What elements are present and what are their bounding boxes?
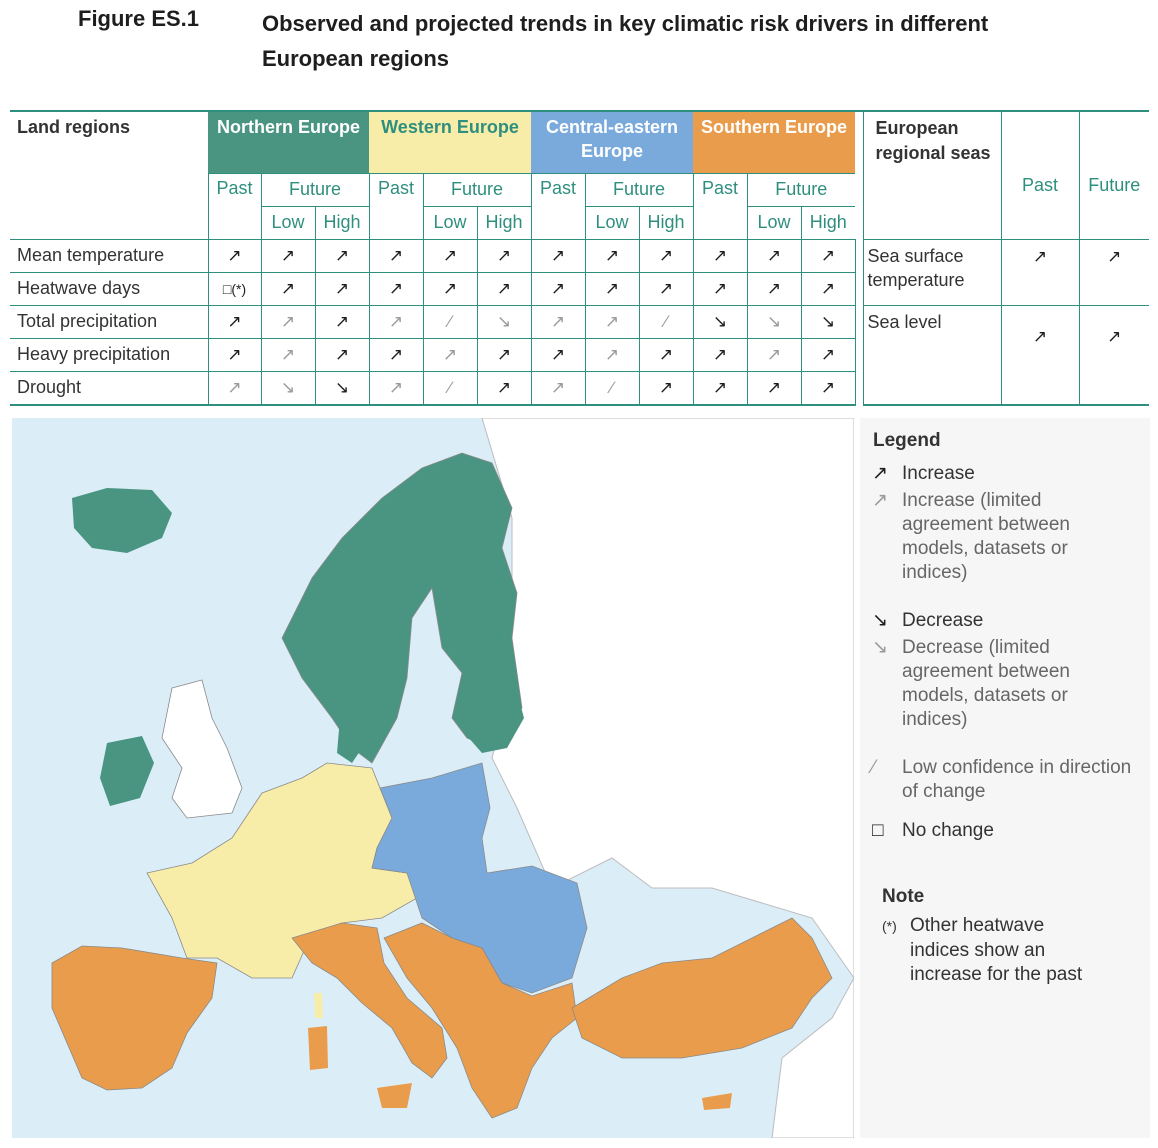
trend-arrow-icon: ↗ [604, 279, 620, 298]
trend-arrow-icon: ↘ [280, 378, 296, 397]
future-header: Future [585, 173, 693, 206]
past-header: Past [693, 173, 747, 239]
trend-arrow-icon: ↗ [388, 279, 404, 298]
trend-arrow-icon: ↗ [712, 345, 728, 364]
legend-item [872, 819, 1092, 843]
legend-text: No change [902, 820, 994, 841]
trend-arrow-icon: ↗ [550, 378, 566, 397]
trend-arrow-icon: ↗ [334, 279, 350, 298]
legend-symbol-icon: ⁄ [872, 757, 876, 778]
legend-panel [860, 418, 1150, 1138]
trend-arrow-icon: ↘ [496, 312, 512, 331]
risk-driver-label: Heavy precipitation [10, 338, 208, 371]
trend-arrow-icon: ↗ [280, 345, 296, 364]
region-northern-europe: Northern Europe [208, 111, 369, 173]
low-scenario-header: Low [261, 206, 315, 239]
legend-symbol-icon: ↘ [872, 610, 888, 631]
risk-driver-label: Drought [10, 371, 208, 405]
high-scenario-header: High [477, 206, 531, 239]
note-title: Note [882, 886, 925, 907]
legend-text: Increase [902, 463, 975, 484]
table-row [10, 305, 1149, 338]
trend-arrow-icon: ⁄ [664, 312, 668, 331]
trend-arrow-icon: ↘ [820, 312, 836, 331]
trend-arrow-icon: ↗ [658, 246, 674, 265]
past-header: Past [369, 173, 423, 239]
trend-arrow-icon: ↘ [766, 312, 782, 331]
trend-arrow-icon: □(*) [222, 281, 247, 297]
trend-arrow-icon: ↗ [496, 378, 512, 397]
figure-title: Observed and projected trends in key climatic risk drivers in different European regions [262, 11, 989, 71]
trend-arrow-icon: ↗ [766, 246, 782, 265]
high-scenario-header: High [315, 206, 369, 239]
low-scenario-header: Low [423, 206, 477, 239]
sea-driver-label: Sea surface temperature [863, 239, 1001, 305]
trend-arrow-icon: ↗ [766, 345, 782, 364]
sardinia [308, 1026, 328, 1070]
legend-item [872, 462, 1092, 486]
trend-arrow-icon: ↗ [227, 246, 242, 265]
risk-driver-label: Heatwave days [10, 272, 208, 305]
region-western-europe: Western Europe [369, 111, 531, 173]
trend-arrow-icon: ↗ [1107, 326, 1122, 346]
trend-arrow-icon: ↗ [388, 378, 404, 397]
trend-arrow-icon: ↗ [820, 279, 836, 298]
trend-arrow-icon: ↗ [550, 279, 566, 298]
legend-symbol-icon: ↘ [872, 637, 888, 658]
past-header: Past [208, 173, 261, 239]
trend-arrow-icon: ↗ [550, 312, 566, 331]
trend-arrow-icon: ↗ [1032, 246, 1048, 266]
trend-arrow-icon: ↗ [604, 312, 620, 331]
corsica [314, 993, 323, 1018]
trend-arrow-icon: ↘ [334, 378, 350, 397]
trend-arrow-icon: ↗ [766, 279, 782, 298]
trend-arrow-icon: ↗ [658, 279, 674, 298]
trend-arrow-icon: ↗ [1032, 326, 1048, 346]
trend-arrow-icon: ↗ [604, 246, 620, 265]
legend-item [872, 636, 1092, 732]
trend-arrow-icon: ↗ [442, 279, 458, 298]
europe-map [12, 418, 854, 1138]
seas-future-header: Future [1079, 111, 1149, 239]
trend-arrow-icon: ↗ [766, 378, 782, 397]
table-row [10, 239, 1149, 272]
trend-arrow-icon: ↗ [658, 345, 674, 364]
high-scenario-header: High [801, 206, 855, 239]
trend-arrow-icon: ↗ [388, 312, 404, 331]
future-header: Future [747, 173, 855, 206]
trend-arrow-icon: ↗ [442, 246, 458, 265]
trend-arrow-icon: ↗ [712, 246, 728, 265]
trend-arrow-icon: ↗ [820, 246, 836, 265]
trend-arrow-icon: ↗ [496, 246, 512, 265]
trend-arrow-icon: ↗ [496, 279, 512, 298]
legend-text: Decrease [902, 610, 984, 631]
trend-arrow-icon: ↗ [442, 345, 458, 364]
low-scenario-header: Low [585, 206, 639, 239]
trend-arrow-icon: ↗ [280, 312, 296, 331]
trend-arrow-icon: ↗ [712, 279, 728, 298]
trend-arrow-icon: ↗ [550, 345, 566, 364]
land-regions-header: Land regions [17, 117, 131, 137]
trend-arrow-icon: ↗ [227, 312, 242, 331]
region-southern-europe: Southern Europe [693, 111, 855, 173]
trend-arrow-icon: ⁄ [448, 312, 452, 331]
trends-table [10, 110, 1149, 406]
past-header: Past [531, 173, 585, 239]
legend-text: Increase (limited agreement between models, datasets or indices) [902, 490, 1070, 583]
legend-item [872, 489, 1092, 585]
trend-arrow-icon: ↗ [227, 378, 242, 397]
trend-arrow-icon: ↘ [712, 312, 728, 331]
legend-text: Decrease (limited agreement between models, datasets or indices) [902, 637, 1070, 730]
note-text: Other heatwave indices show an increase for the past [910, 915, 1083, 985]
trend-arrow-icon: ↗ [334, 345, 350, 364]
legend-item [872, 609, 1092, 633]
legend-symbol-icon: ↗ [872, 490, 888, 511]
trend-arrow-icon: ↗ [388, 345, 404, 364]
legend-text: Low confidence in direction of change [902, 757, 1132, 802]
legend-item [872, 756, 1132, 804]
legend-symbol-icon: □ [872, 820, 884, 841]
legend-title: Legend [873, 430, 941, 451]
trend-arrow-icon: ↗ [280, 246, 296, 265]
future-header: Future [423, 173, 531, 206]
note-symbol: (*) [882, 918, 897, 934]
region-central-eastern-europe: Central-eastern Europe [531, 111, 693, 173]
trend-arrow-icon: ↗ [820, 378, 836, 397]
sea-driver-label: Sea level [863, 305, 1001, 405]
trend-arrow-icon: ↗ [820, 345, 836, 364]
future-header: Future [261, 173, 369, 206]
trend-arrow-icon: ⁄ [448, 378, 452, 397]
trend-arrow-icon: ↗ [1107, 246, 1122, 266]
trend-arrow-icon: ↗ [388, 246, 404, 265]
trend-arrow-icon: ↗ [334, 246, 350, 265]
risk-driver-label: Mean temperature [10, 239, 208, 272]
trend-arrow-icon: ↗ [227, 345, 242, 364]
high-scenario-header: High [639, 206, 693, 239]
trend-arrow-icon: ↗ [280, 279, 296, 298]
trend-arrow-icon: ↗ [712, 378, 728, 397]
trend-arrow-icon: ↗ [550, 246, 566, 265]
trend-arrow-icon: ↗ [658, 378, 674, 397]
trend-arrow-icon: ↗ [496, 345, 512, 364]
risk-driver-label: Total precipitation [10, 305, 208, 338]
trend-arrow-icon: ⁄ [610, 378, 614, 397]
figure-label: Figure ES.1 [78, 6, 200, 31]
seas-past-header: Past [1001, 111, 1079, 239]
low-scenario-header: Low [747, 206, 801, 239]
note-body [882, 914, 1100, 988]
seas-header: European regional seas [863, 111, 1001, 239]
trend-arrow-icon: ↗ [334, 312, 350, 331]
legend-symbol-icon: ↗ [872, 463, 888, 484]
trend-arrow-icon: ↗ [604, 345, 620, 364]
